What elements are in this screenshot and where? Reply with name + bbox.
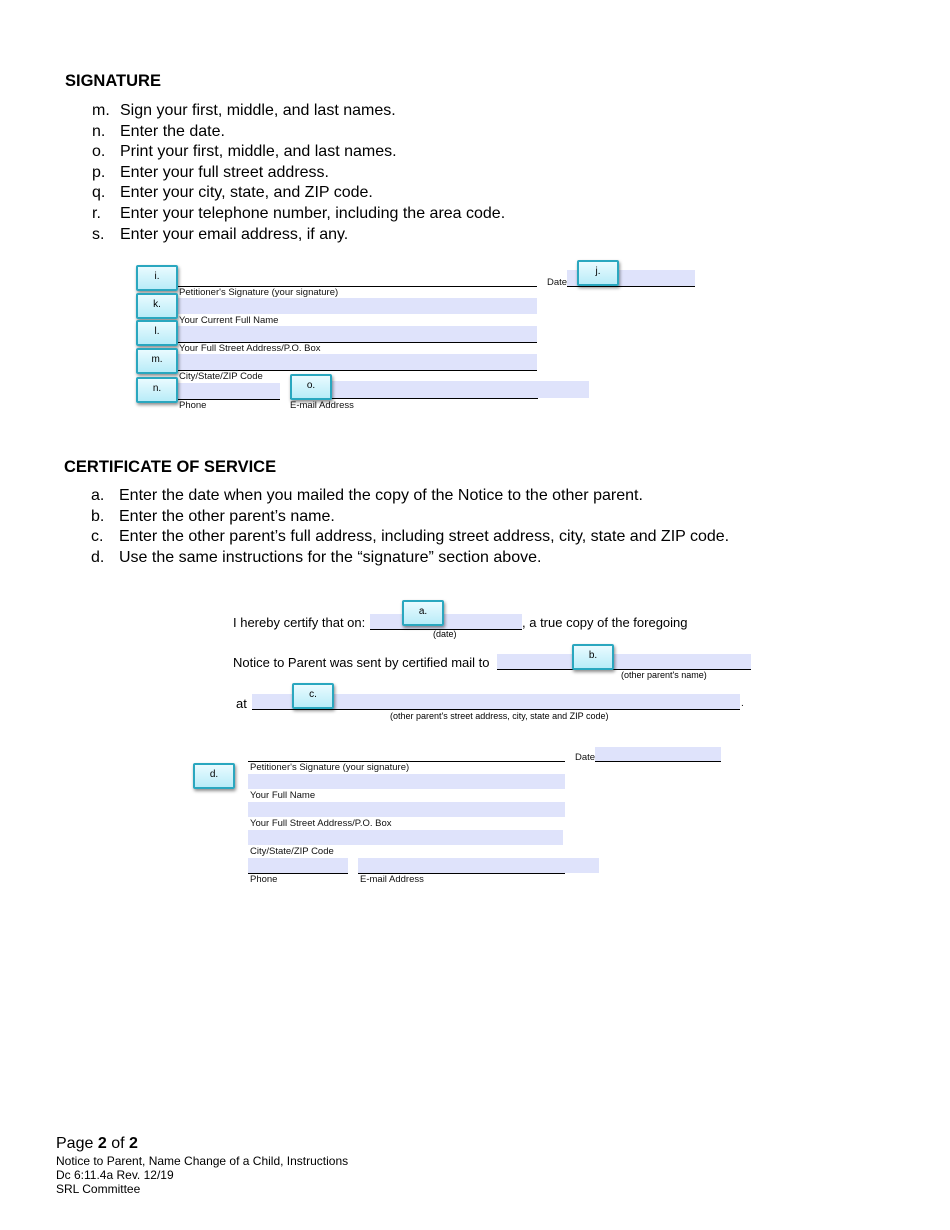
- cert-city-label: City/State/ZIP Code: [250, 846, 334, 857]
- list-item: p. Enter your full street address.: [92, 163, 329, 181]
- cert-signature-label: Petitioner's Signature (your signature): [250, 762, 410, 773]
- city-field[interactable]: [177, 354, 537, 370]
- mail-date-field[interactable]: [370, 614, 522, 629]
- certify-suffix: , a true copy of the foregoing: [522, 615, 688, 630]
- email-label: E-mail Address: [290, 400, 354, 411]
- other-parent-name-field[interactable]: [497, 654, 751, 669]
- cert-name-field[interactable]: [248, 774, 565, 789]
- list-item: r. Enter your telephone number, including the area code.: [92, 204, 506, 222]
- doc-code: Dc 6:11.4a Rev. 12/19: [56, 1168, 174, 1182]
- date-hint: (date): [433, 629, 457, 639]
- list-item: q. Enter your city, state, and ZIP code.: [92, 184, 373, 202]
- list-item: a. Enter the date when you mailed the copy of the Notice to the other parent.: [91, 487, 643, 504]
- date-line: [567, 286, 695, 287]
- certificate-instructions: [91, 486, 729, 568]
- date-label: Date: [547, 277, 568, 288]
- cert-name-label: Your Full Name: [250, 790, 316, 801]
- city-label: City/State/ZIP Code: [179, 371, 263, 382]
- cert-date-line: [595, 761, 721, 762]
- name-hint: (other parent's name): [621, 670, 707, 680]
- committee: SRL Committee: [56, 1182, 141, 1196]
- callout-k: k.: [136, 293, 178, 319]
- callout-n: n.: [136, 377, 178, 403]
- callout-j: j.: [577, 260, 619, 286]
- cert-city-field[interactable]: [248, 830, 563, 845]
- callout-i: i.: [136, 265, 178, 291]
- callout-l: l.: [136, 320, 178, 346]
- signature-instructions: [92, 101, 505, 245]
- full-name-label: Your Current Full Name: [179, 315, 279, 326]
- cert-phone-field[interactable]: [248, 858, 348, 873]
- signature-label: Petitioner's Signature (your signature): [179, 287, 339, 298]
- cert-address-field[interactable]: [248, 802, 565, 817]
- list-item: m. Sign your first, middle, and last names.: [92, 102, 396, 119]
- list-item: n. Enter the date.: [92, 122, 225, 140]
- page-footer: [56, 1134, 348, 1196]
- email-field[interactable]: [290, 381, 589, 398]
- other-parent-address-line: [252, 709, 740, 710]
- address-label: Your Full Street Address/P.O. Box: [179, 343, 321, 354]
- list-item: c. Enter the other parent’s full address, including street address, city, state and ZIP code.: [91, 528, 730, 546]
- list-item: s. Enter your email address, if any.: [92, 225, 349, 243]
- list-item: o. Print your first, middle, and last names.: [92, 143, 397, 161]
- signature-heading: SIGNATURE: [65, 72, 161, 90]
- certificate-heading: CERTIFICATE OF SERVICE: [64, 458, 277, 476]
- address-hint: (other parent's street address, city, state and ZIP code): [390, 711, 609, 721]
- phone-label: Phone: [179, 400, 207, 411]
- callout-m: m.: [136, 348, 178, 374]
- callout-c: c.: [292, 683, 334, 709]
- doc-title: Notice to Parent, Name Change of a Child, Instructions: [56, 1154, 349, 1168]
- phone-field[interactable]: [177, 383, 280, 399]
- at-text: at: [236, 696, 247, 711]
- notice-text: Notice to Parent was sent by certified mail to: [233, 655, 490, 670]
- address-period: .: [741, 698, 744, 709]
- callout-o: o.: [290, 374, 332, 400]
- cert-email-field[interactable]: [358, 858, 599, 873]
- callout-d: d.: [193, 763, 235, 789]
- full-name-field[interactable]: [177, 298, 537, 314]
- address-field[interactable]: [177, 326, 537, 342]
- cert-address-label: Your Full Street Address/P.O. Box: [250, 818, 392, 829]
- list-item: b. Enter the other parent’s name.: [91, 507, 335, 525]
- callout-a: a.: [402, 600, 444, 626]
- cert-date-label: Date: [575, 752, 596, 763]
- cert-date-field[interactable]: [595, 747, 721, 761]
- cert-email-label: E-mail Address: [360, 874, 424, 885]
- cert-phone-label: Phone: [250, 874, 278, 885]
- page-number: Page 2 of 2: [56, 1135, 138, 1152]
- list-item: d. Use the same instructions for the “signature” section above.: [91, 548, 542, 566]
- callout-b: b.: [572, 644, 614, 670]
- certify-prefix: I hereby certify that on:: [233, 615, 366, 630]
